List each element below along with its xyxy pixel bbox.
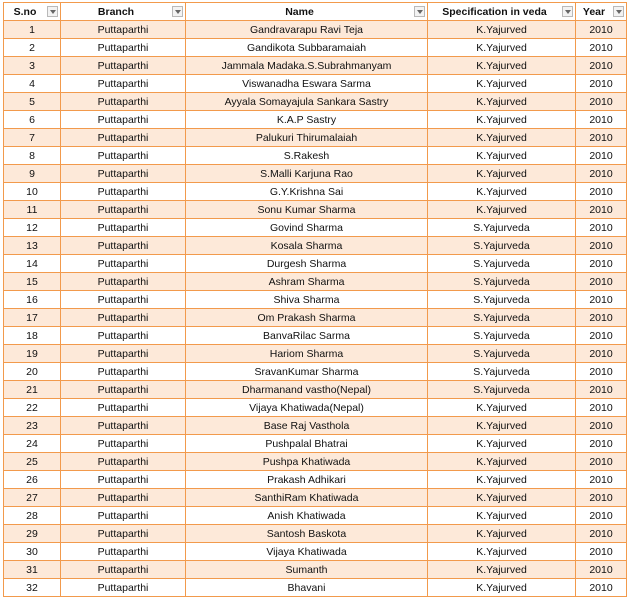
- cell-specification[interactable]: K.Yajurved: [428, 57, 576, 75]
- cell-year[interactable]: 2010: [576, 147, 627, 165]
- cell-specification[interactable]: K.Yajurved: [428, 201, 576, 219]
- cell-sno[interactable]: 31: [4, 561, 61, 579]
- cell-specification[interactable]: S.Yajurveda: [428, 327, 576, 345]
- table-row: [4, 129, 627, 147]
- cell-sno[interactable]: 3: [4, 57, 61, 75]
- header-label: S.no: [13, 5, 37, 18]
- cell-branch[interactable]: Puttaparthi: [61, 57, 186, 75]
- table-row: [4, 21, 627, 39]
- cell-branch[interactable]: Puttaparthi: [61, 561, 186, 579]
- cell-specification[interactable]: S.Yajurveda: [428, 381, 576, 399]
- filter-dropdown-icon[interactable]: [47, 6, 58, 17]
- table-row: [4, 417, 627, 435]
- cell-year[interactable]: 2010: [576, 561, 627, 579]
- table-row: [4, 399, 627, 417]
- cell-branch[interactable]: Puttaparthi: [61, 219, 186, 237]
- cell-branch[interactable]: Puttaparthi: [61, 237, 186, 255]
- cell-year[interactable]: 2010: [576, 57, 627, 75]
- cell-name[interactable]: Anish Khatiwada: [186, 507, 428, 525]
- cell-year[interactable]: 2010: [576, 183, 627, 201]
- cell-sno[interactable]: 21: [4, 381, 61, 399]
- cell-specification[interactable]: K.Yajurved: [428, 417, 576, 435]
- cell-specification[interactable]: K.Yajurved: [428, 183, 576, 201]
- header-branch: [61, 3, 186, 21]
- cell-sno[interactable]: 11: [4, 201, 61, 219]
- cell-specification[interactable]: K.Yajurved: [428, 471, 576, 489]
- cell-sno[interactable]: 25: [4, 453, 61, 471]
- cell-branch[interactable]: Puttaparthi: [61, 129, 186, 147]
- cell-name[interactable]: Base Raj Vasthola: [186, 417, 428, 435]
- cell-branch[interactable]: Puttaparthi: [61, 507, 186, 525]
- cell-name[interactable]: Ashram Sharma: [186, 273, 428, 291]
- cell-branch[interactable]: Puttaparthi: [61, 543, 186, 561]
- cell-branch[interactable]: Puttaparthi: [61, 345, 186, 363]
- cell-year[interactable]: 2010: [576, 21, 627, 39]
- cell-branch[interactable]: Puttaparthi: [61, 165, 186, 183]
- cell-name[interactable]: Pushpalal Bhatrai: [186, 435, 428, 453]
- cell-year[interactable]: 2010: [576, 255, 627, 273]
- cell-sno[interactable]: 28: [4, 507, 61, 525]
- table-row: [4, 273, 627, 291]
- cell-branch[interactable]: Puttaparthi: [61, 399, 186, 417]
- cell-sno[interactable]: 7: [4, 129, 61, 147]
- filter-dropdown-icon[interactable]: [613, 6, 624, 17]
- cell-branch[interactable]: Puttaparthi: [61, 489, 186, 507]
- cell-sno[interactable]: 30: [4, 543, 61, 561]
- cell-year[interactable]: 2010: [576, 345, 627, 363]
- table-row: [4, 255, 627, 273]
- cell-specification[interactable]: K.Yajurved: [428, 525, 576, 543]
- cell-year[interactable]: 2010: [576, 39, 627, 57]
- cell-name[interactable]: Bhavani: [186, 579, 428, 597]
- cell-branch[interactable]: Puttaparthi: [61, 201, 186, 219]
- cell-branch[interactable]: Puttaparthi: [61, 453, 186, 471]
- cell-branch[interactable]: Puttaparthi: [61, 579, 186, 597]
- table-row: [4, 507, 627, 525]
- cell-specification[interactable]: S.Yajurveda: [428, 219, 576, 237]
- cell-year[interactable]: 2010: [576, 525, 627, 543]
- cell-year[interactable]: 2010: [576, 75, 627, 93]
- table-row: [4, 543, 627, 561]
- cell-name[interactable]: Palukuri Thirumalaiah: [186, 129, 428, 147]
- cell-year[interactable]: 2010: [576, 93, 627, 111]
- cell-branch[interactable]: Puttaparthi: [61, 291, 186, 309]
- table-row: [4, 363, 627, 381]
- cell-branch[interactable]: Puttaparthi: [61, 183, 186, 201]
- cell-specification[interactable]: S.Yajurveda: [428, 291, 576, 309]
- cell-name[interactable]: S.Malli Karjuna Rao: [186, 165, 428, 183]
- table-row: [4, 183, 627, 201]
- cell-name[interactable]: Sumanth: [186, 561, 428, 579]
- table-row: [4, 489, 627, 507]
- cell-year[interactable]: 2010: [576, 237, 627, 255]
- filter-dropdown-icon[interactable]: [562, 6, 573, 17]
- table-row: [4, 453, 627, 471]
- table-row: [4, 111, 627, 129]
- cell-sno[interactable]: 23: [4, 417, 61, 435]
- cell-name[interactable]: Jammala Madaka.S.Subrahmanyam: [186, 57, 428, 75]
- cell-year[interactable]: 2010: [576, 579, 627, 597]
- table-row: [4, 237, 627, 255]
- cell-year[interactable]: 2010: [576, 417, 627, 435]
- cell-branch[interactable]: Puttaparthi: [61, 21, 186, 39]
- cell-name[interactable]: SanthiRam Khatiwada: [186, 489, 428, 507]
- cell-sno[interactable]: 5: [4, 93, 61, 111]
- table-row: [4, 147, 627, 165]
- table-row: [4, 309, 627, 327]
- cell-year[interactable]: 2010: [576, 309, 627, 327]
- cell-name[interactable]: Kosala Sharma: [186, 237, 428, 255]
- cell-year[interactable]: 2010: [576, 327, 627, 345]
- cell-sno[interactable]: 24: [4, 435, 61, 453]
- table-row: [4, 345, 627, 363]
- header-name: [186, 3, 428, 21]
- cell-specification[interactable]: K.Yajurved: [428, 129, 576, 147]
- cell-year[interactable]: 2010: [576, 399, 627, 417]
- cell-sno[interactable]: 22: [4, 399, 61, 417]
- cell-specification[interactable]: K.Yajurved: [428, 507, 576, 525]
- cell-year[interactable]: 2010: [576, 471, 627, 489]
- cell-name[interactable]: Gandravarapu Ravi Teja: [186, 21, 428, 39]
- cell-name[interactable]: Shiva Sharma: [186, 291, 428, 309]
- header-sno: [4, 3, 61, 21]
- cell-specification[interactable]: K.Yajurved: [428, 39, 576, 57]
- cell-specification[interactable]: K.Yajurved: [428, 435, 576, 453]
- cell-specification[interactable]: K.Yajurved: [428, 399, 576, 417]
- cell-specification[interactable]: S.Yajurveda: [428, 237, 576, 255]
- cell-specification[interactable]: K.Yajurved: [428, 489, 576, 507]
- cell-year[interactable]: 2010: [576, 453, 627, 471]
- cell-sno[interactable]: 8: [4, 147, 61, 165]
- cell-name[interactable]: BanvaRilac Sarma: [186, 327, 428, 345]
- cell-name[interactable]: Hariom Sharma: [186, 345, 428, 363]
- cell-branch[interactable]: Puttaparthi: [61, 327, 186, 345]
- cell-name[interactable]: SravanKumar Sharma: [186, 363, 428, 381]
- cell-specification[interactable]: S.Yajurveda: [428, 255, 576, 273]
- table-row: [4, 381, 627, 399]
- cell-specification[interactable]: K.Yajurved: [428, 111, 576, 129]
- cell-specification[interactable]: K.Yajurved: [428, 453, 576, 471]
- cell-branch[interactable]: Puttaparthi: [61, 75, 186, 93]
- table-row: [4, 57, 627, 75]
- cell-specification[interactable]: K.Yajurved: [428, 579, 576, 597]
- table-row: [4, 327, 627, 345]
- cell-sno[interactable]: 6: [4, 111, 61, 129]
- cell-branch[interactable]: Puttaparthi: [61, 111, 186, 129]
- cell-name[interactable]: Prakash Adhikari: [186, 471, 428, 489]
- table-row: [4, 39, 627, 57]
- cell-name[interactable]: Ayyala Somayajula Sankara Sastry: [186, 93, 428, 111]
- table-row: [4, 525, 627, 543]
- filter-dropdown-icon[interactable]: [414, 6, 425, 17]
- cell-year[interactable]: 2010: [576, 291, 627, 309]
- cell-year[interactable]: 2010: [576, 111, 627, 129]
- cell-specification[interactable]: K.Yajurved: [428, 93, 576, 111]
- cell-branch[interactable]: Puttaparthi: [61, 93, 186, 111]
- header-row: [4, 3, 627, 21]
- cell-name[interactable]: K.A.P Sastry: [186, 111, 428, 129]
- cell-name[interactable]: Dharmanand vastho(Nepal): [186, 381, 428, 399]
- cell-year[interactable]: 2010: [576, 165, 627, 183]
- cell-sno[interactable]: 27: [4, 489, 61, 507]
- cell-sno[interactable]: 10: [4, 183, 61, 201]
- cell-name[interactable]: Govind Sharma: [186, 219, 428, 237]
- cell-name[interactable]: Gandikota Subbaramaiah: [186, 39, 428, 57]
- cell-sno[interactable]: 9: [4, 165, 61, 183]
- table-row: [4, 579, 627, 597]
- cell-specification[interactable]: K.Yajurved: [428, 543, 576, 561]
- cell-specification[interactable]: S.Yajurveda: [428, 363, 576, 381]
- cell-sno[interactable]: 29: [4, 525, 61, 543]
- cell-name[interactable]: Vijaya Khatiwada(Nepal): [186, 399, 428, 417]
- cell-specification[interactable]: K.Yajurved: [428, 147, 576, 165]
- cell-branch[interactable]: Puttaparthi: [61, 435, 186, 453]
- cell-specification[interactable]: S.Yajurveda: [428, 345, 576, 363]
- cell-sno[interactable]: 20: [4, 363, 61, 381]
- cell-sno[interactable]: 19: [4, 345, 61, 363]
- cell-sno[interactable]: 13: [4, 237, 61, 255]
- cell-branch[interactable]: Puttaparthi: [61, 255, 186, 273]
- cell-year[interactable]: 2010: [576, 381, 627, 399]
- cell-sno[interactable]: 12: [4, 219, 61, 237]
- header-label: Year: [582, 5, 606, 18]
- cell-sno[interactable]: 16: [4, 291, 61, 309]
- cell-year[interactable]: 2010: [576, 363, 627, 381]
- data-table: [3, 2, 627, 597]
- header-year: [576, 3, 627, 21]
- cell-sno[interactable]: 17: [4, 309, 61, 327]
- table-row: [4, 165, 627, 183]
- cell-year[interactable]: 2010: [576, 489, 627, 507]
- cell-year[interactable]: 2010: [576, 129, 627, 147]
- header-specification: [428, 3, 576, 21]
- cell-name[interactable]: Om Prakash Sharma: [186, 309, 428, 327]
- table-row: [4, 561, 627, 579]
- cell-sno[interactable]: 14: [4, 255, 61, 273]
- cell-sno[interactable]: 32: [4, 579, 61, 597]
- cell-year[interactable]: 2010: [576, 507, 627, 525]
- cell-year[interactable]: 2010: [576, 201, 627, 219]
- table-row: [4, 93, 627, 111]
- cell-branch[interactable]: Puttaparthi: [61, 363, 186, 381]
- table-row: [4, 435, 627, 453]
- cell-sno[interactable]: 15: [4, 273, 61, 291]
- table-row: [4, 219, 627, 237]
- cell-year[interactable]: 2010: [576, 435, 627, 453]
- table-row: [4, 75, 627, 93]
- cell-name[interactable]: Durgesh Sharma: [186, 255, 428, 273]
- cell-branch[interactable]: Puttaparthi: [61, 417, 186, 435]
- cell-branch[interactable]: Puttaparthi: [61, 147, 186, 165]
- cell-name[interactable]: Vijaya Khatiwada: [186, 543, 428, 561]
- cell-branch[interactable]: Puttaparthi: [61, 381, 186, 399]
- cell-name[interactable]: Santosh Baskota: [186, 525, 428, 543]
- cell-specification[interactable]: K.Yajurved: [428, 561, 576, 579]
- cell-name[interactable]: Sonu Kumar Sharma: [186, 201, 428, 219]
- cell-branch[interactable]: Puttaparthi: [61, 525, 186, 543]
- cell-branch[interactable]: Puttaparthi: [61, 471, 186, 489]
- cell-sno[interactable]: 26: [4, 471, 61, 489]
- cell-year[interactable]: 2010: [576, 219, 627, 237]
- cell-sno[interactable]: 1: [4, 21, 61, 39]
- cell-sno[interactable]: 4: [4, 75, 61, 93]
- cell-specification[interactable]: K.Yajurved: [428, 165, 576, 183]
- cell-name[interactable]: Viswanadha Eswara Sarma: [186, 75, 428, 93]
- cell-year[interactable]: 2010: [576, 273, 627, 291]
- cell-name[interactable]: G.Y.Krishna Sai: [186, 183, 428, 201]
- table-body: [4, 21, 627, 597]
- filter-dropdown-icon[interactable]: [172, 6, 183, 17]
- header-label: Name: [285, 5, 314, 18]
- table-row: [4, 471, 627, 489]
- cell-specification[interactable]: S.Yajurveda: [428, 273, 576, 291]
- cell-branch[interactable]: Puttaparthi: [61, 39, 186, 57]
- cell-specification[interactable]: K.Yajurved: [428, 21, 576, 39]
- cell-specification[interactable]: K.Yajurved: [428, 75, 576, 93]
- cell-branch[interactable]: Puttaparthi: [61, 309, 186, 327]
- cell-name[interactable]: S.Rakesh: [186, 147, 428, 165]
- cell-name[interactable]: Pushpa Khatiwada: [186, 453, 428, 471]
- table-row: [4, 201, 627, 219]
- cell-sno[interactable]: 2: [4, 39, 61, 57]
- cell-year[interactable]: 2010: [576, 543, 627, 561]
- header-label: Specification in veda: [442, 5, 547, 18]
- table-row: [4, 291, 627, 309]
- cell-specification[interactable]: S.Yajurveda: [428, 309, 576, 327]
- cell-sno[interactable]: 18: [4, 327, 61, 345]
- cell-branch[interactable]: Puttaparthi: [61, 273, 186, 291]
- header-label: Branch: [97, 5, 135, 18]
